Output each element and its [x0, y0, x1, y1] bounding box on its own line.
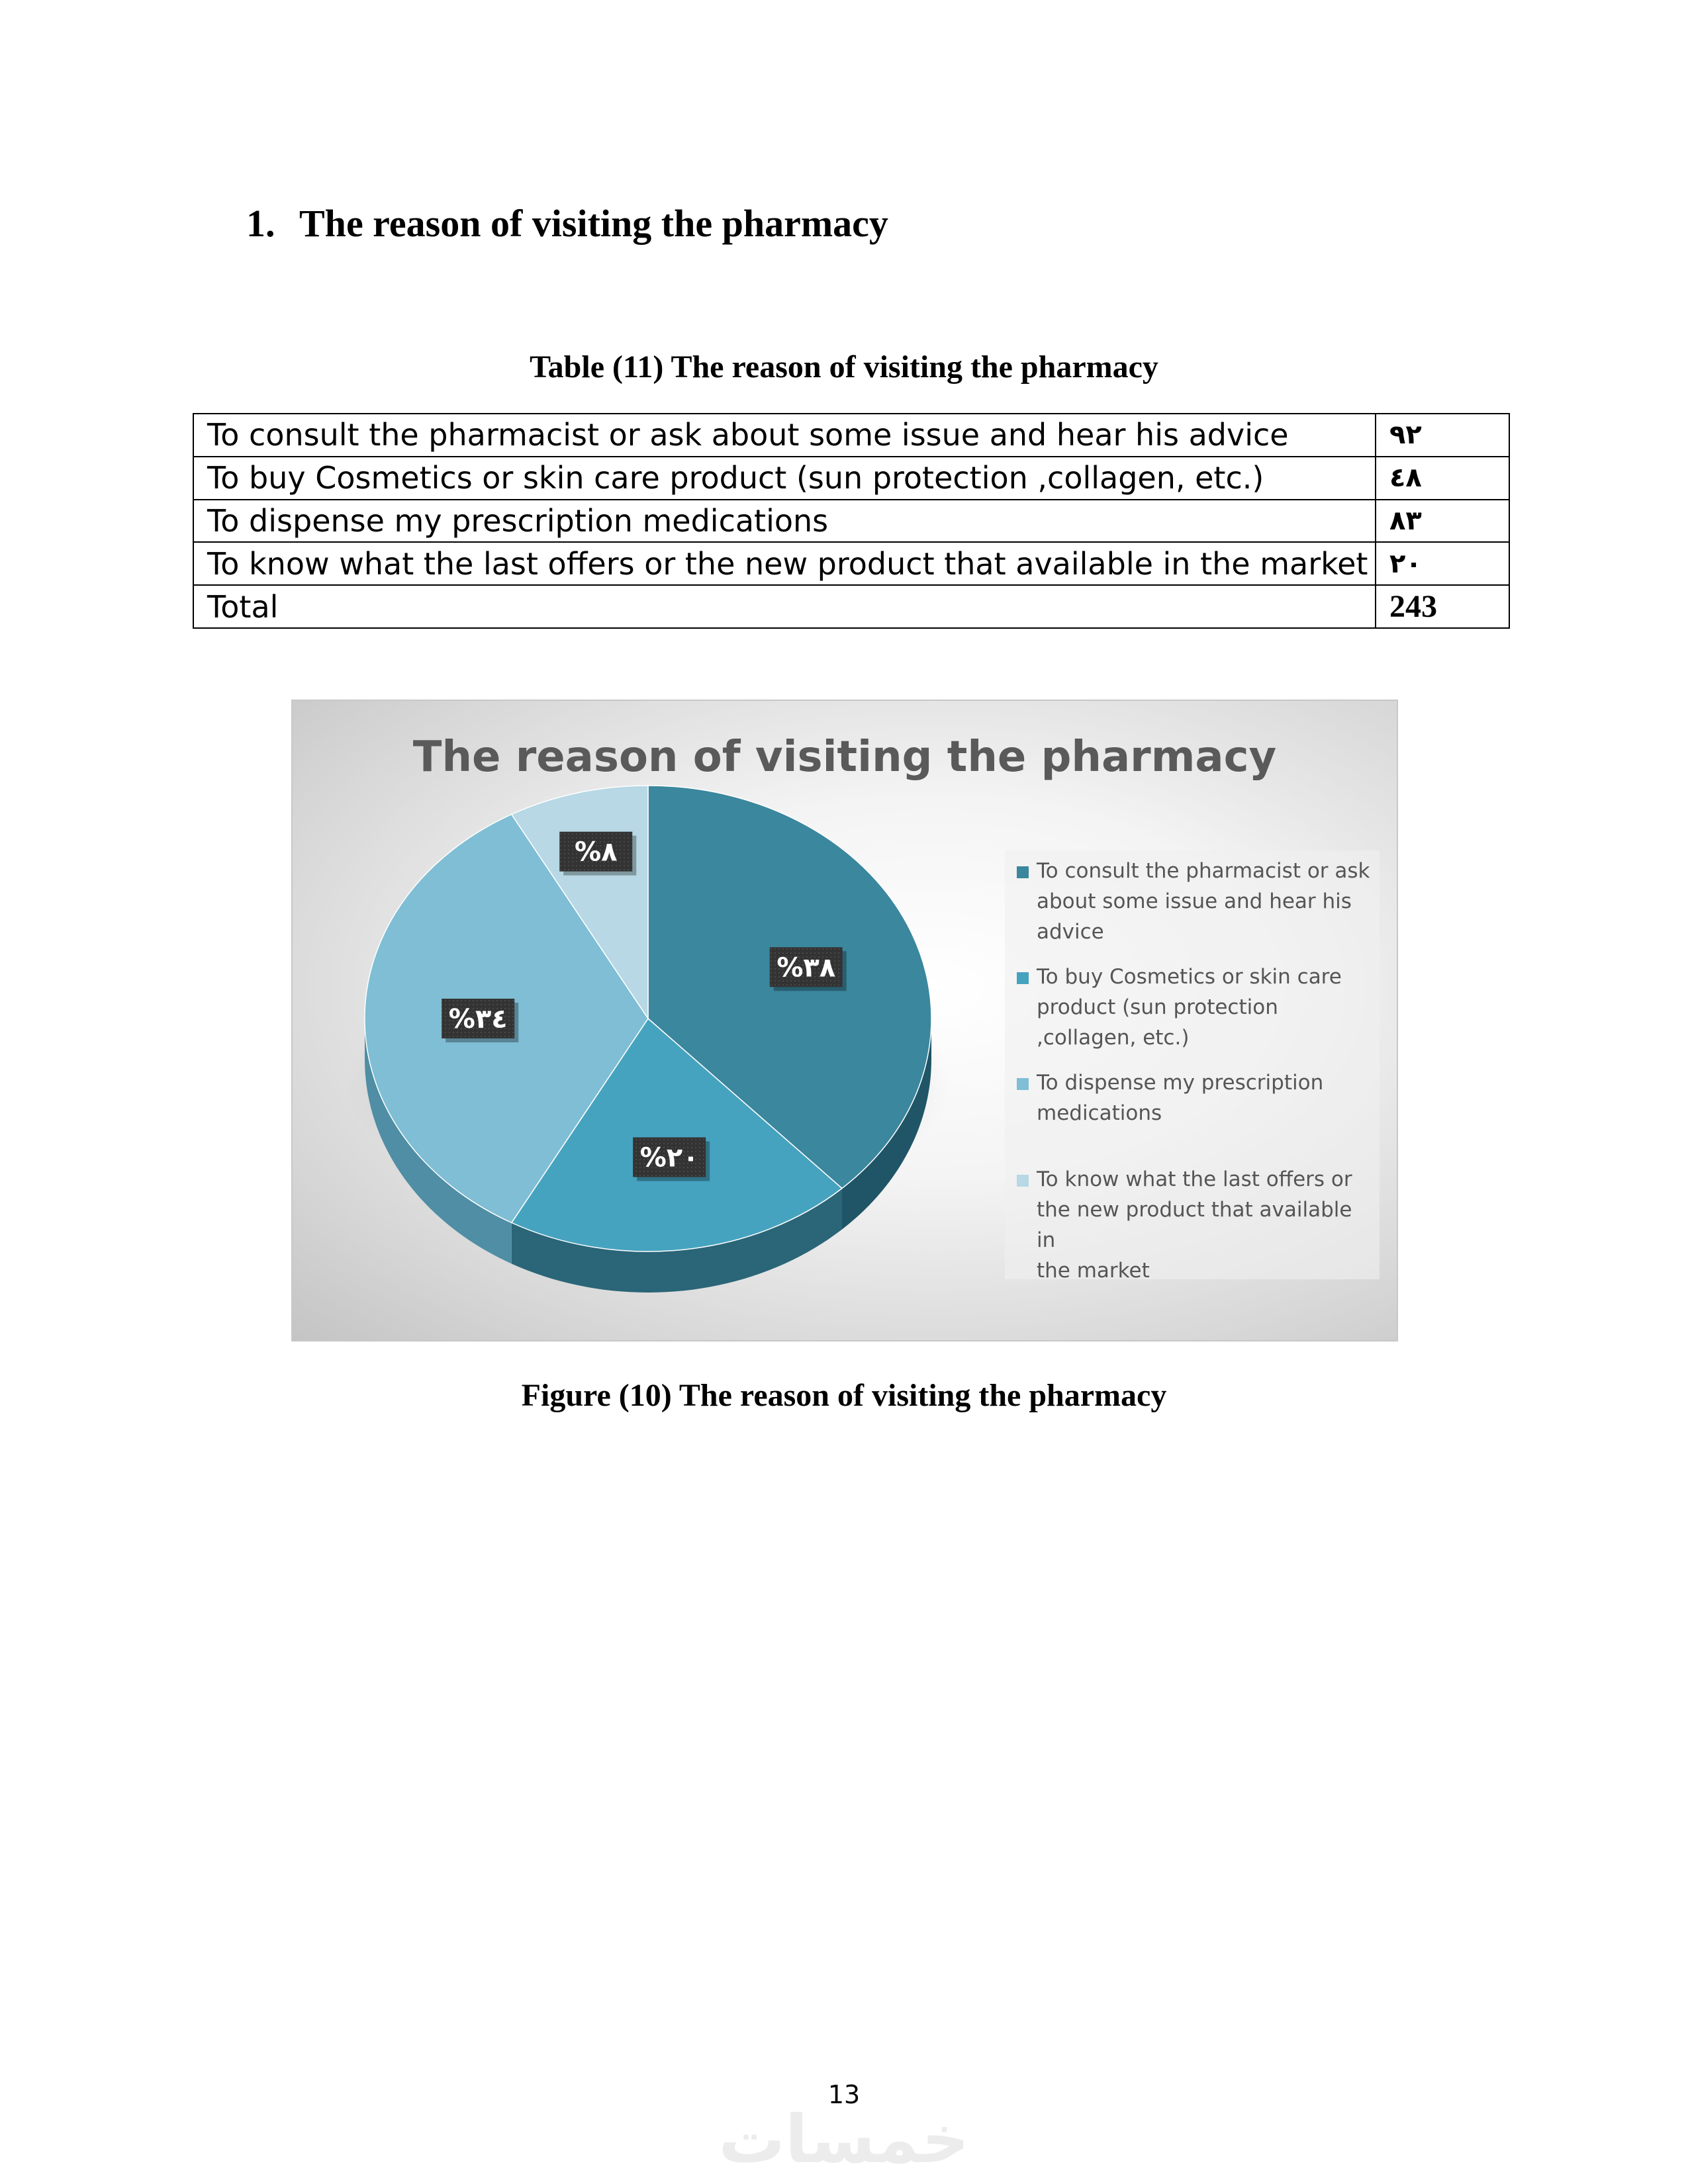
legend-item [1017, 1068, 1372, 1128]
table-cell-value: ٤٨ [1376, 457, 1509, 500]
table-cell-label: To consult the pharmacist or ask about some issue and hear his advice [193, 414, 1376, 457]
legend-swatch [1017, 866, 1029, 878]
table-row [193, 500, 1509, 543]
legend-label: To consult the pharmacist or ask about some issue and hear his advice [1037, 859, 1370, 944]
section-heading [246, 197, 888, 250]
section-title: The reason of visiting the pharmacy [299, 202, 888, 245]
svg-text:%٣٨: %٣٨ [776, 952, 836, 983]
chart-title: The reason of visiting the pharmacy [412, 733, 1277, 782]
section-number: 1. [246, 202, 275, 245]
legend-item [1017, 1164, 1372, 1286]
svg-text:%٣٤: %٣٤ [448, 1004, 508, 1034]
pie-chart [291, 700, 1398, 1342]
pie-data-label [559, 832, 636, 876]
table-total-label: Total [193, 585, 1376, 628]
table-cell-label: To know what the last offers or the new product that available in the market [193, 542, 1376, 585]
legend-label: To buy Cosmetics or skin care product (sun protection ,collagen, etc.) [1037, 965, 1342, 1050]
legend-label: To dispense my prescription medications [1037, 1071, 1324, 1125]
figure-caption: Figure (10) The reason of visiting the pharmacy [521, 1378, 1167, 1413]
legend-swatch [1017, 972, 1029, 984]
chart-legend [1005, 850, 1380, 1283]
table-row [193, 414, 1509, 457]
table-cell-value: ٨٣ [1376, 500, 1509, 543]
table-total-row [193, 585, 1509, 628]
table-row [193, 542, 1509, 585]
page-number: 13 [827, 2080, 861, 2109]
legend-swatch [1017, 1175, 1029, 1187]
table-total-value: 243 [1376, 585, 1509, 628]
table-cell-value: ٩٢ [1376, 414, 1509, 457]
pie-data-label [442, 999, 518, 1042]
svg-text:%٨: %٨ [574, 837, 618, 868]
legend-swatch [1017, 1078, 1029, 1090]
table-cell-label: To buy Cosmetics or skin care product (sun protection ,collagen, etc.) [193, 457, 1376, 500]
pie-data-label [770, 947, 847, 991]
table-caption: Table (11) The reason of visiting the pharmacy [530, 349, 1158, 385]
legend-label: To know what the last offers or the new product that available in the market [1037, 1167, 1352, 1283]
pie-data-label [633, 1138, 710, 1181]
table-row [193, 457, 1509, 500]
reasons-table [193, 413, 1510, 629]
legend-item [1017, 962, 1372, 1053]
svg-text:%٢٠: %٢٠ [639, 1142, 699, 1173]
watermark-logo: خمسات [718, 2101, 970, 2178]
table-cell-value: ٢٠ [1376, 542, 1509, 585]
legend-item [1017, 856, 1372, 947]
table-cell-label: To dispense my prescription medications [193, 500, 1376, 543]
